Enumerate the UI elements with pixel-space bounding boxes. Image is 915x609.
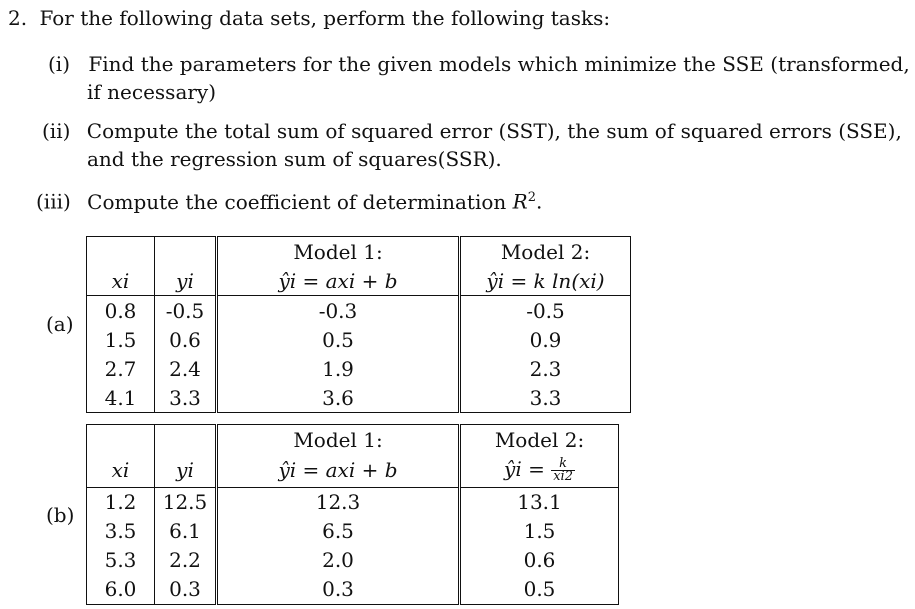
x-cell: 1.2: [104, 490, 137, 514]
model1-cell: 3.6: [217, 383, 460, 413]
table-a-header-eq-row: [87, 266, 631, 296]
model1-equation: ŷi = axi + b: [217, 266, 460, 296]
x-cell: 3.5: [104, 519, 137, 543]
model2-cell: 3.3: [460, 383, 631, 413]
problem-intro: [8, 6, 610, 30]
table-row: [87, 383, 631, 413]
model2-cell: 1.5: [460, 517, 619, 546]
table-row: [87, 296, 631, 326]
task-end: .: [535, 189, 543, 214]
task-text-continued: and the regression sum of squares(SSR).: [87, 147, 502, 171]
table-row: [87, 325, 631, 354]
table-a-label: (a): [46, 312, 74, 336]
problem-number: 2.: [8, 6, 28, 30]
model2-equation: ŷi = k ln(xi): [460, 266, 631, 296]
x-header: xi: [87, 266, 155, 296]
y-cell: 12.5: [155, 487, 217, 517]
r-symbol: R: [512, 189, 528, 214]
y-cell: 3.3: [155, 383, 217, 413]
y-cell: 2.4: [155, 354, 217, 383]
model2-cell: 0.5: [460, 575, 619, 605]
model1-title: Model 1:: [217, 237, 460, 267]
r-exponent: 2: [527, 190, 536, 205]
table-row: [87, 575, 619, 605]
model1-cell: 0.5: [217, 325, 460, 354]
task-ii: [42, 119, 902, 143]
task-i: [48, 52, 910, 76]
table-a: [86, 236, 631, 413]
task-label: (i): [48, 52, 71, 76]
model1-cell: -0.3: [217, 296, 460, 326]
task-label: (iii): [36, 189, 71, 214]
model2-title: Model 2:: [460, 425, 619, 455]
y-cell: 2.2: [155, 546, 217, 575]
task-text-continued: if necessary): [87, 80, 217, 104]
x-cell: 1.5: [104, 327, 137, 352]
task-i-continued: [87, 80, 216, 104]
table-b: [86, 424, 619, 605]
model1-cell: 2.0: [217, 546, 460, 575]
table-row: [87, 517, 619, 546]
y-cell: 0.6: [155, 325, 217, 354]
task-iii: [36, 186, 542, 214]
y-cell: -0.5: [155, 296, 217, 326]
table-row: [87, 546, 619, 575]
model1-equation: ŷi = axi + b: [217, 454, 460, 487]
model2-cell: 0.9: [460, 325, 631, 354]
model1-cell: 0.3: [217, 575, 460, 605]
model2-equation-lhs: ŷi =: [504, 457, 545, 482]
task-text: Find the parameters for the given models which minimize the SSE (transformed,: [88, 52, 910, 76]
table-b-header-eq-row: [87, 454, 619, 487]
y-header: yi: [155, 266, 217, 296]
problem-intro-text: For the following data sets, perform the following tasks:: [39, 6, 611, 30]
task-text: Compute the coefficient of determination: [87, 189, 507, 214]
model2-equation: [460, 454, 619, 487]
task-text: Compute the total sum of squared error (SST), the sum of squared errors (SSE),: [86, 119, 902, 143]
model1-cell: 12.3: [217, 487, 460, 517]
model2-title: Model 2:: [460, 237, 631, 267]
x-cell: 0.8: [104, 298, 137, 323]
model2-fraction: [551, 458, 575, 483]
y-cell: 6.1: [155, 517, 217, 546]
task-label: (ii): [42, 119, 71, 143]
fraction-numerator: k: [551, 458, 575, 471]
x-cell: 4.1: [87, 383, 155, 413]
table-row: [87, 354, 631, 383]
model2-cell: 2.3: [460, 354, 631, 383]
task-ii-continued: [87, 147, 502, 171]
x-cell: 5.3: [104, 548, 137, 572]
x-cell: 2.7: [104, 356, 137, 381]
model1-cell: 1.9: [217, 354, 460, 383]
model1-title: Model 1:: [217, 425, 460, 455]
table-row: [87, 487, 619, 517]
table-b-label: (b): [46, 503, 75, 527]
model2-cell: 13.1: [460, 487, 619, 517]
fraction-denominator: xi2: [553, 469, 573, 485]
x-header: xi: [87, 454, 155, 487]
model2-cell: -0.5: [460, 296, 631, 326]
table-b-header-title-row: [87, 425, 619, 455]
model2-cell: 0.6: [460, 546, 619, 575]
y-cell: 0.3: [155, 575, 217, 605]
y-header: yi: [155, 454, 217, 487]
table-a-header-title-row: [87, 237, 631, 267]
model1-cell: 6.5: [217, 517, 460, 546]
x-cell: 6.0: [87, 575, 155, 605]
